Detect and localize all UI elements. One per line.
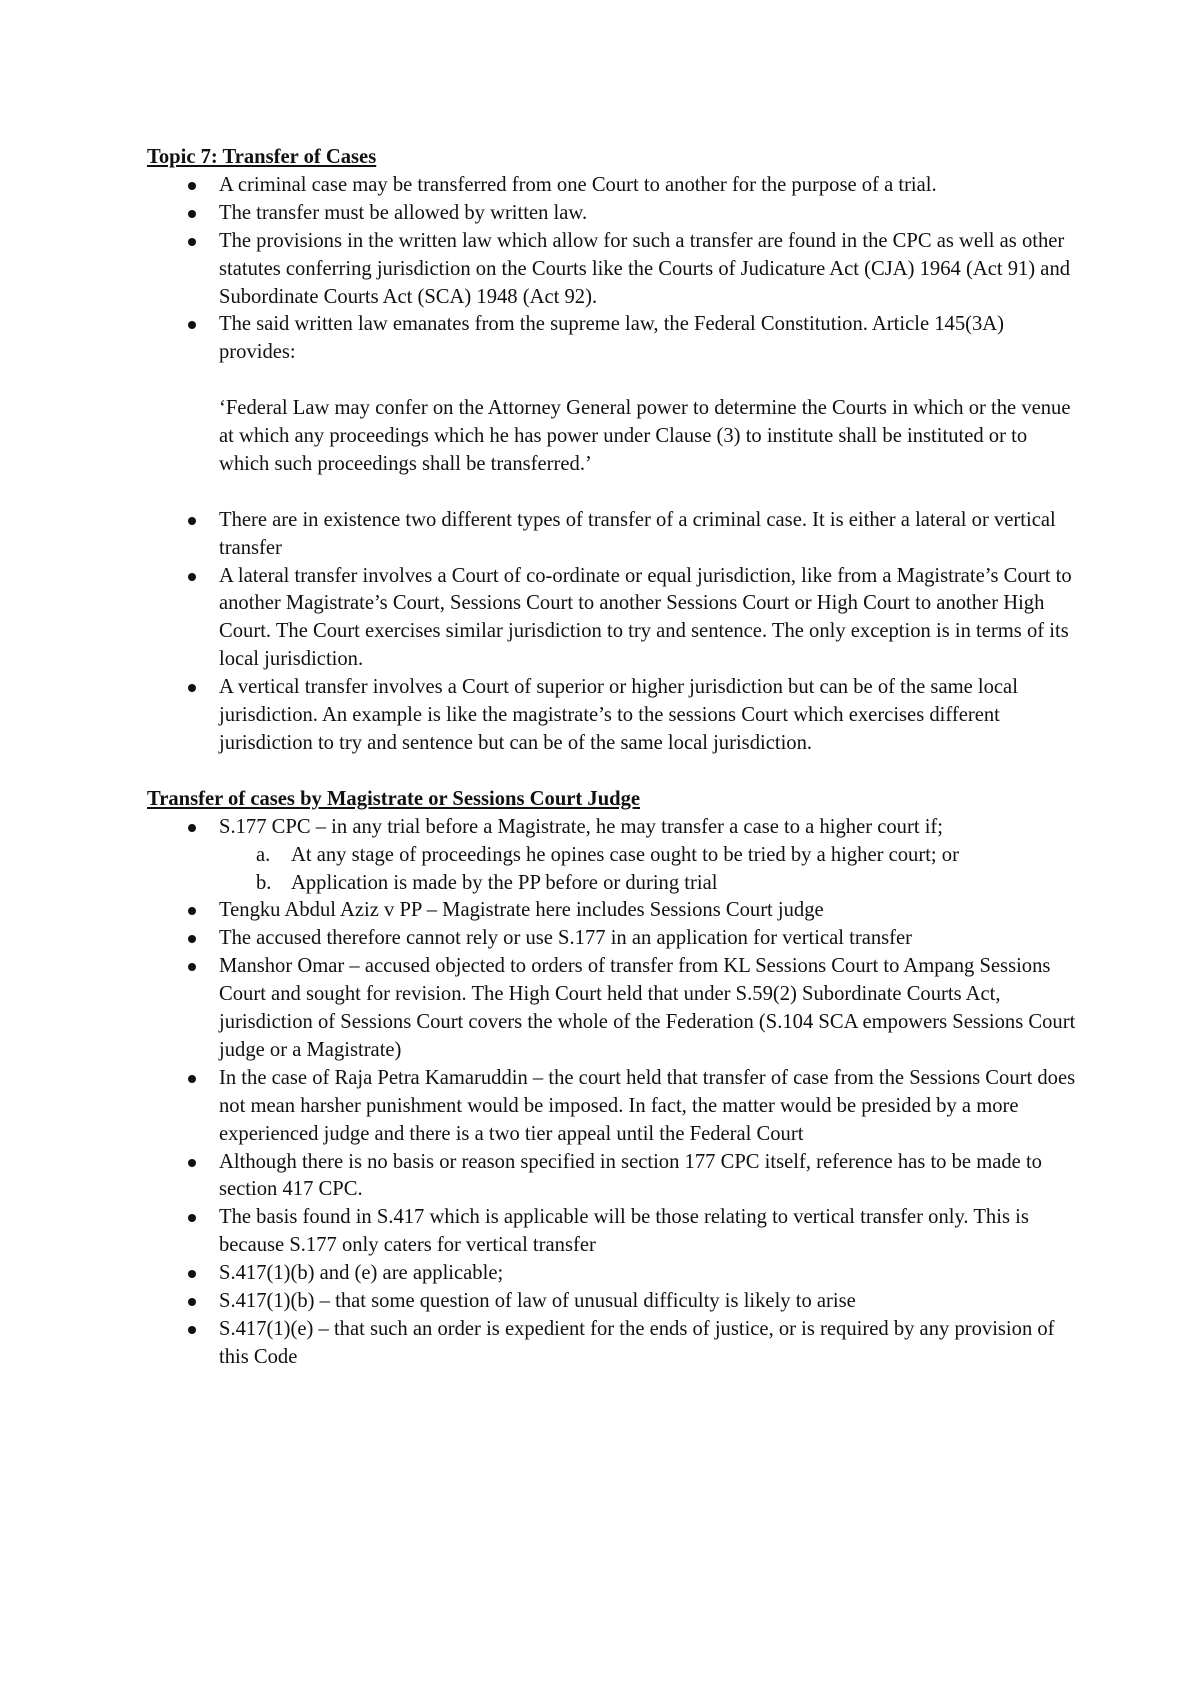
- bullet-icon: [188, 1075, 196, 1083]
- list-item: [147, 953, 1077, 1065]
- section-heading-magistrate-transfer: Transfer of cases by Magistrate or Sessions Court Judge: [147, 787, 641, 810]
- bullet-icon: [188, 517, 196, 525]
- bullet-icon: [188, 1326, 196, 1334]
- list-item-text: A vertical transfer involves a Court of superior or higher jurisdiction but can be of the same local jurisdiction. An example is like the magistrate’s to the sessions Court which exercises different jurisdiction to try and sentence but can be of the same local jurisdiction.: [219, 676, 1018, 754]
- list-item: [147, 814, 1077, 898]
- bullet-icon: [188, 684, 196, 692]
- list-item: [147, 311, 1077, 478]
- section-heading-transfer-of-cases: Topic 7: Transfer of Cases: [147, 146, 377, 168]
- document-page: [147, 144, 1077, 1372]
- sub-list-marker: a.: [256, 843, 271, 866]
- list-item: [147, 228, 1077, 312]
- bullet-icon: [188, 573, 196, 581]
- bullet-icon: [188, 182, 196, 190]
- bullet-icon: [188, 1159, 196, 1167]
- list-item-text: S.417(1)(b) and (e) are applicable;: [219, 1262, 504, 1285]
- sub-list: [219, 842, 1077, 898]
- article-quote: ‘Federal Law may confer on the Attorney General power to determine the Courts in which or the venue at which any proceedings which he has power under Clause (3) to institute shall be instituted or to which such proceedings shall be transferred.’: [219, 397, 1071, 475]
- sub-list-item-text: At any stage of proceedings he opines case ought to be tried by a higher court; or: [291, 843, 959, 866]
- list-item: [147, 1149, 1077, 1205]
- bullet-icon: [188, 1214, 196, 1222]
- list-item-text: A lateral transfer involves a Court of co-ordinate or equal jurisdiction, like from a Magistrate’s Court to another Magistrate’s Court, Sessions Court to another Sessions Court or High Court to another High Court. The Court exercises similar jurisdiction to try and sentence. The only exception is in terms of its local jurisdiction.: [219, 564, 1072, 671]
- bullet-icon: [188, 238, 196, 246]
- list-item-text: The accused therefore cannot rely or use S.177 in an application for vertical transfer: [219, 927, 913, 950]
- list-item-text: There are in existence two different types of transfer of a criminal case. It is either a lateral or vertical transfer: [219, 508, 1056, 559]
- bullet-icon: [188, 1298, 196, 1306]
- sub-list-item-text: Application is made by the PP before or during trial: [291, 871, 718, 894]
- list-item: [147, 1260, 1077, 1288]
- list-item: [147, 897, 1077, 925]
- list-item: [147, 674, 1077, 758]
- list-item: [147, 1204, 1077, 1260]
- list-item-text: S.177 CPC – in any trial before a Magistrate, he may transfer a case to a higher court if;: [219, 815, 943, 838]
- list-item-text: The provisions in the written law which allow for such a transfer are found in the CPC as well as other statutes conferring jurisdiction on the Courts like the Courts of Judicature Act (CJA) 1964 (Act 91) and Subordinate Courts Act (SCA) 1948 (Act 92).: [219, 229, 1071, 308]
- sub-list-marker: b.: [256, 871, 272, 894]
- list-item: [147, 172, 1077, 200]
- sub-list-item: [219, 842, 1077, 870]
- bullet-icon: [188, 824, 196, 832]
- list-item-text: Although there is no basis or reason specified in section 177 CPC itself, reference has to be made to section 417 CPC.: [219, 1150, 1042, 1201]
- list-item-text: In the case of Raja Petra Kamaruddin – the court held that transfer of case from the Sessions Court does not mean harsher punishment would be imposed. In fact, the matter would be presided by a more experienced judge and there is a two tier appeal until the Federal Court: [219, 1066, 1076, 1145]
- bullet-icon: [188, 1270, 196, 1278]
- list-item: [147, 925, 1077, 953]
- list-item-text: The basis found in S.417 which is applicable will be those relating to vertical transfer only. This is because S.177 only caters for vertical transfer: [219, 1206, 1029, 1257]
- bullet-icon: [188, 963, 196, 971]
- list-item: [147, 563, 1077, 675]
- list-item: [147, 200, 1077, 228]
- bullet-list-section-2: [147, 814, 1077, 1372]
- list-item-text: S.417(1)(b) – that some question of law of unusual difficulty is likely to arise: [219, 1290, 856, 1313]
- list-item-text: A criminal case may be transferred from one Court to another for the purpose of a trial.: [219, 173, 937, 196]
- list-item-text: The said written law emanates from the supreme law, the Federal Constitution. Article 145(3A) provides:: [219, 313, 1005, 364]
- list-item: [147, 507, 1077, 563]
- bullet-list-section-1: [147, 172, 1077, 758]
- list-item: [147, 1288, 1077, 1316]
- list-item-text: S.417(1)(e) – that such an order is expedient for the ends of justice, or is required by any provision of this Code: [219, 1318, 1055, 1368]
- sub-list-item: [219, 870, 1077, 898]
- list-item-text: Tengku Abdul Aziz v PP – Magistrate here includes Sessions Court judge: [219, 899, 824, 922]
- list-item-text: Manshor Omar – accused objected to orders of transfer from KL Sessions Court to Ampang Sessions Court and sought for revision. The High Court held that under S.59(2) Subordinate Courts Act, jurisdiction of Sessions Court covers the whole of the Federation (S.104 SCA empowers Sessions Court judge or a Magistrate): [219, 955, 1076, 1061]
- list-item: [147, 1065, 1077, 1149]
- bullet-icon: [188, 907, 196, 915]
- list-item-text: The transfer must be allowed by written law.: [219, 201, 588, 224]
- list-item: [147, 1316, 1077, 1372]
- bullet-icon: [188, 321, 196, 329]
- bullet-icon: [188, 935, 196, 943]
- bullet-icon: [188, 210, 196, 218]
